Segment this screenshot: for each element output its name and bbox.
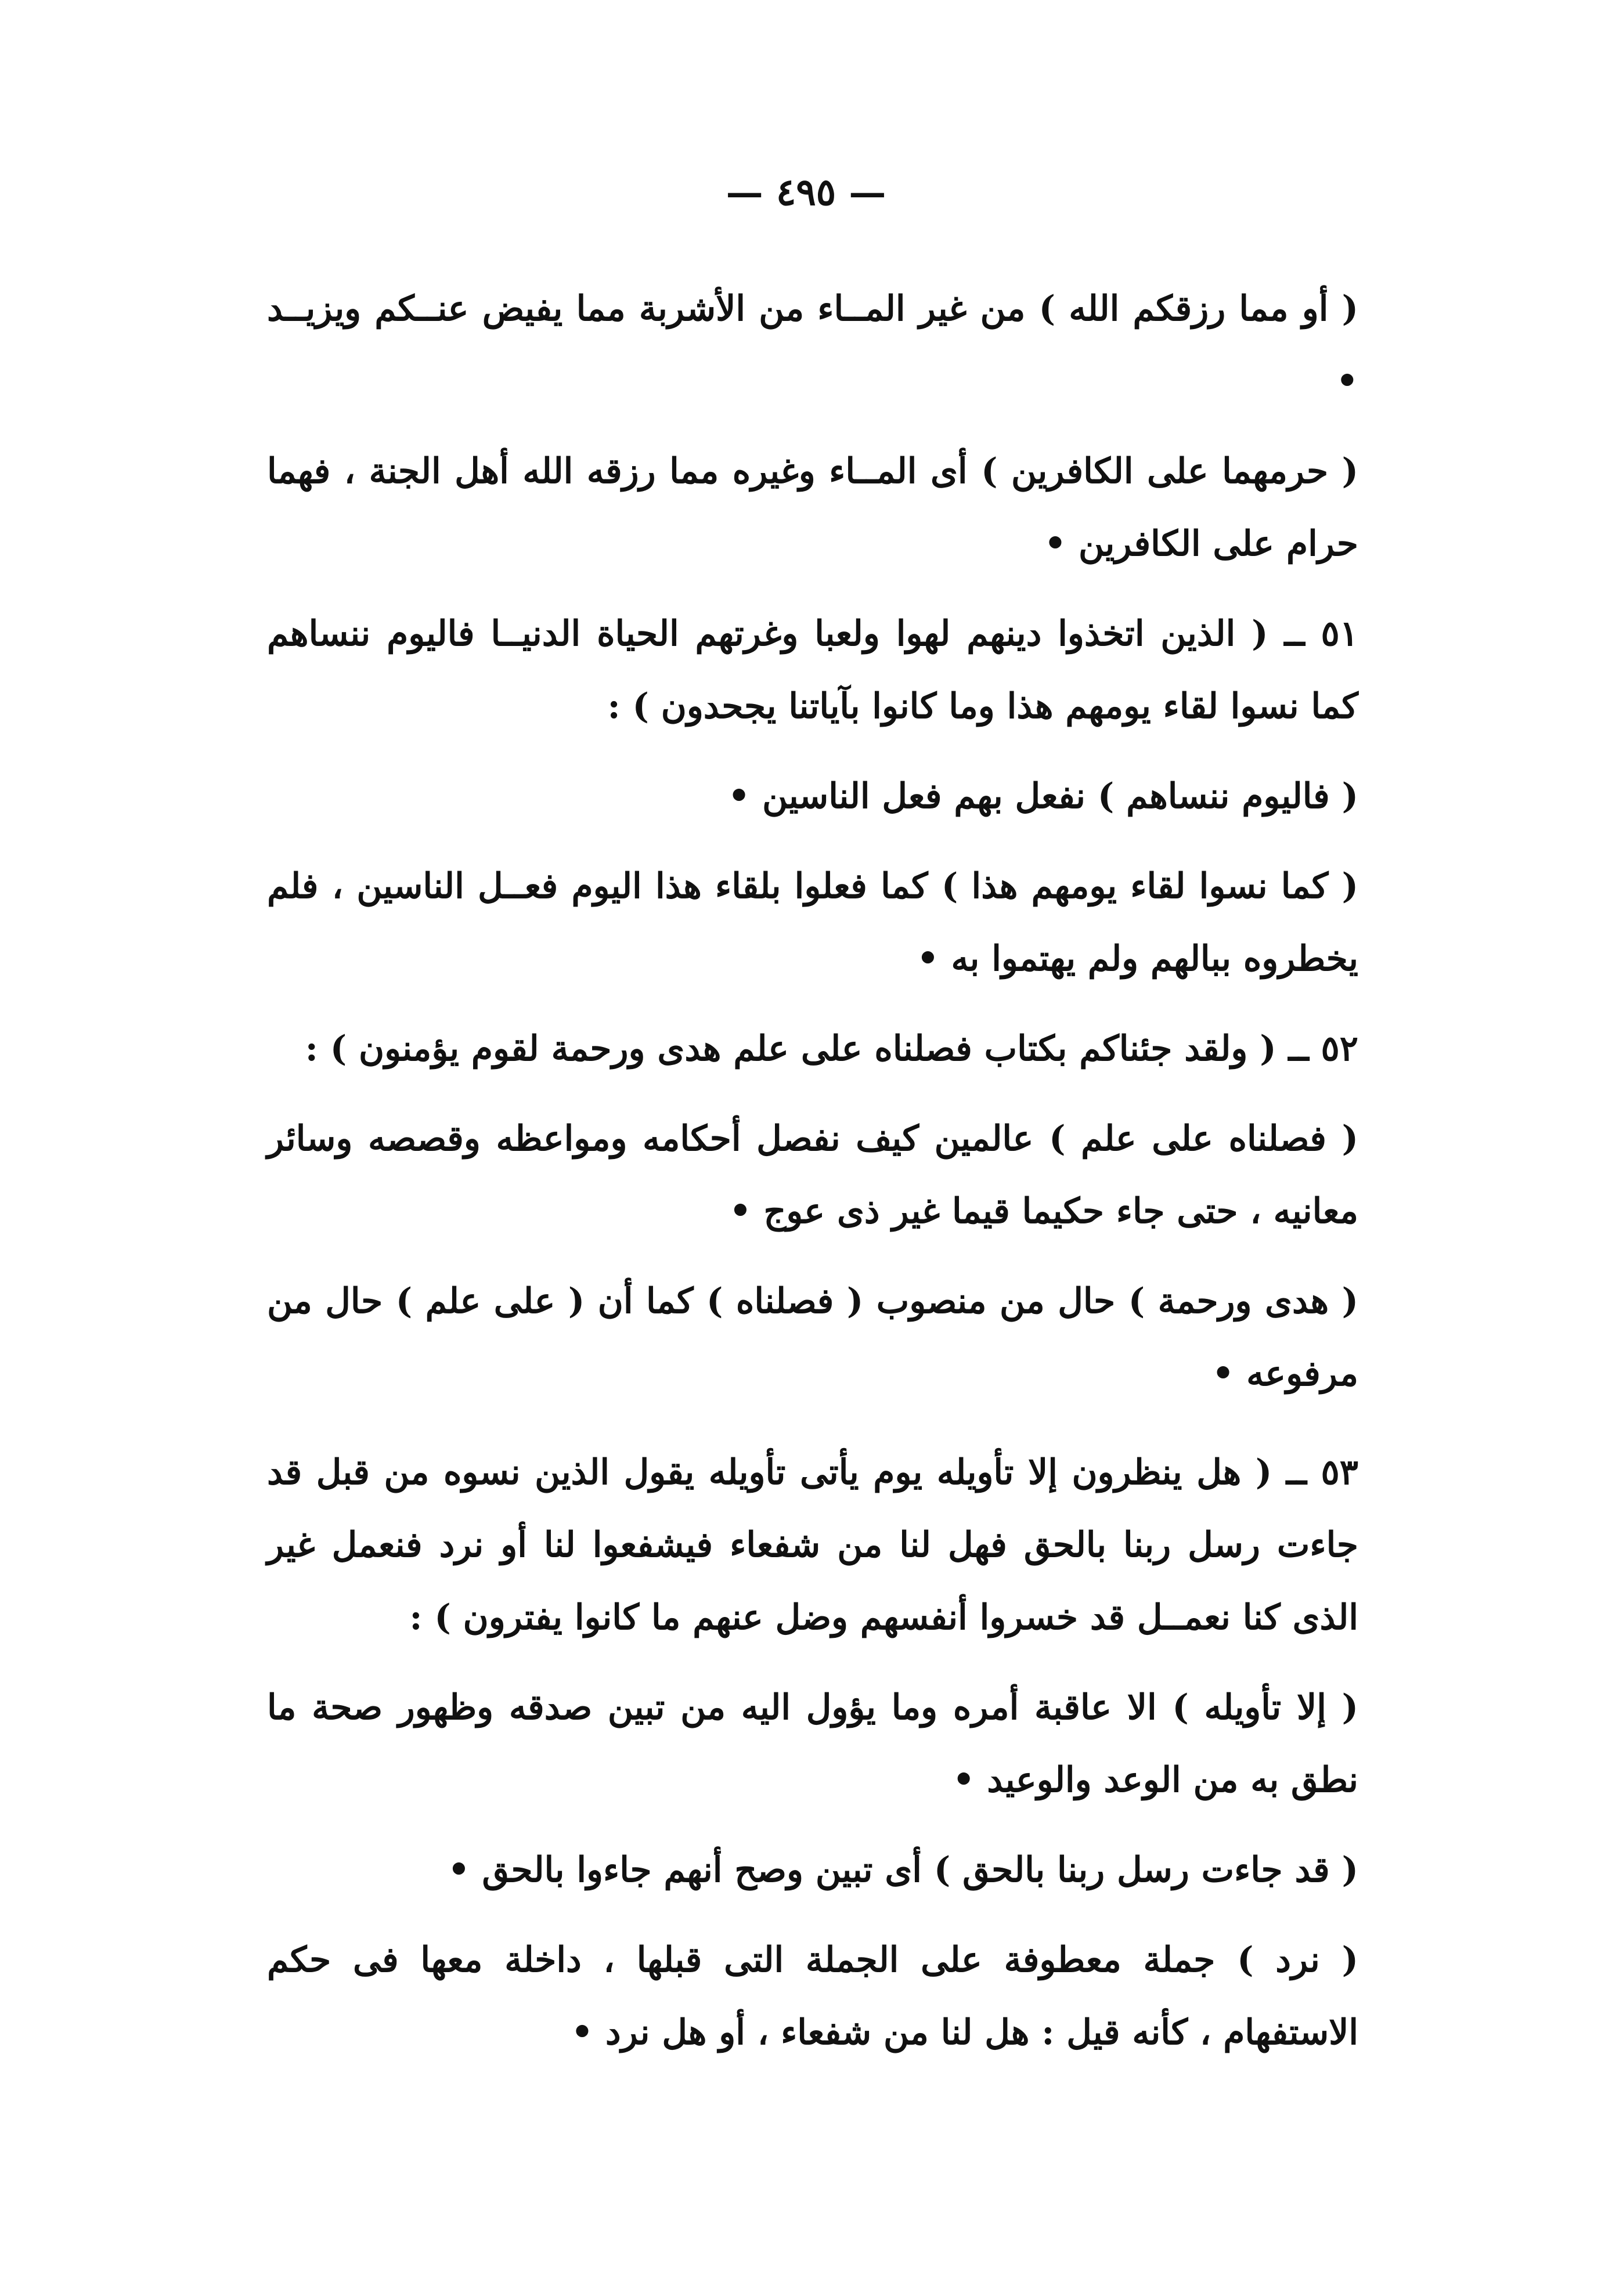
paragraph: ( قد جاءت رسل ربنا بالحق ) أى تبين وصح أنهم جاءوا بالحق • — [448, 1850, 1358, 1890]
paragraph: ( فاليوم ننساهم ) نفعل بهم فعل الناسين • — [727, 776, 1358, 817]
paragraph: ( فصلناه على علم ) عالمين كيف نفصل أحكامه ومواعظه وقصصه وسائر معانيه ، حتى جاء حكيما قيما غير ذى عوج • — [267, 1118, 1358, 1232]
paragraph: ( حرمهما على الكافرين ) أى المــاء وغيره مما رزقه الله أهل الجنة ، فهما حرام على الكافرين • — [267, 451, 1358, 564]
paragraph: ٥٢ ــ ( ولقد جئناكم بكتاب فصلناه على علم هدى ورحمة لقوم يؤمنون ) : — [305, 1028, 1358, 1069]
paragraph: ٥٣ ــ ( هل ينظرون إلا تأويله يوم يأتى تأويله يقول الذين نسوه من قبل قد جاءت رسل ربنا بالحق فهل لنا من شفعاء فيشفعوا لنا أو نرد فنعمل غير الذى كنا نعمــل قد خسروا أنفسهم وضل عنهم ما كانوا يفترون ) : — [267, 1452, 1358, 1638]
text-body — [267, 273, 1358, 2086]
paragraph: ٥١ ــ ( الذين اتخذوا دينهم لهوا ولعبا وغرتهم الحياة الدنيــا فاليوم ننساهم كما نسوا لقاء يومهم هذا وما كانوا بآياتنا يجحدون ) : — [267, 613, 1358, 727]
paragraph: ( كما نسوا لقاء يومهم هذا ) كما فعلوا بلقاء هذا اليوم فعــل الناسين ، فلم يخطروه ببالهم ولم يهتموا به • — [267, 866, 1358, 979]
paragraph: ( إلا تأويله ) الا عاقبة أمره وما يؤول اليه من تبين صدقه وظهور صحة ما نطق به من الوعد والوعيد • — [267, 1687, 1358, 1800]
paragraph: ( أو مما رزقكم الله ) من غير المــاء من الأشربة مما يفيض عنــكم ويزيــد • — [267, 288, 1358, 402]
paragraph: ( نرد ) جملة معطوفة على الجملة التى قبلها ، داخلة معها فى حكم الاستفهام ، كأنه قيل : هل لنا من شفعاء ، أو هل نرد • — [267, 1940, 1358, 2053]
paragraph: ( هدى ورحمة ) حال من منصوب ( فصلناه ) كما أن ( على علم ) حال من مرفوعه • — [267, 1281, 1358, 1394]
page-number: — ٤٩٥ — — [726, 171, 886, 214]
